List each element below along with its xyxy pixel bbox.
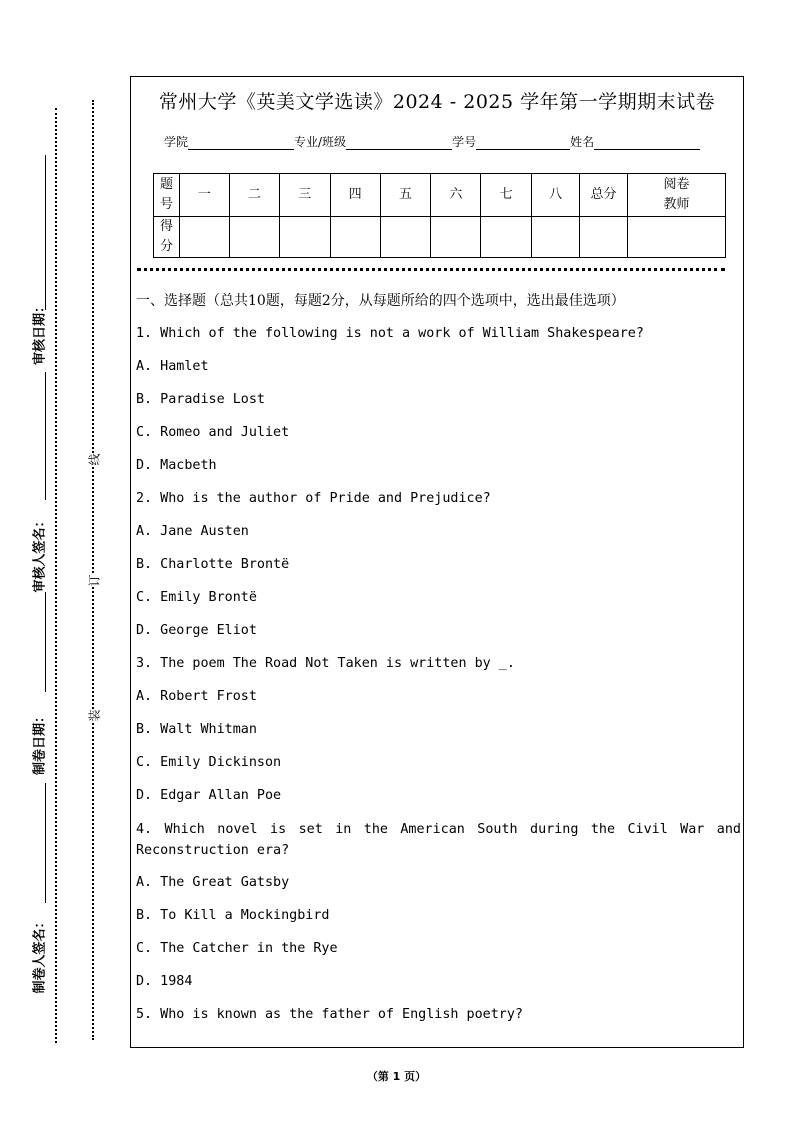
table-header-cell: 五 (380, 174, 431, 217)
option-item: C. Romeo and Juliet (136, 425, 290, 440)
cut-mark-line: 线 (87, 453, 102, 466)
question-content (136, 291, 741, 1038)
option-item: B. Walt Whitman (136, 722, 257, 737)
score-table-header-row (154, 174, 726, 217)
score-table-score-row (154, 217, 726, 258)
option-item: C. Emily Brontë (136, 590, 257, 605)
option-item: A. Robert Frost (136, 689, 257, 704)
prepare-date-label: 制卷日期： (32, 710, 48, 776)
preparer-signature-label: 制卷人签名： (32, 915, 48, 994)
option-item: A. The Great Gatsby (136, 875, 290, 890)
student-id-label: 学号 (452, 135, 477, 149)
table-header-cell: 三 (279, 174, 330, 217)
option-item: B. Charlotte Brontë (136, 557, 290, 572)
major-class-field[interactable] (346, 137, 452, 150)
question-text: 2. Who is the author of Pride and Prejudice? (136, 491, 491, 506)
question-text: 4. Which novel is set in the American South during the Civil War and Reconstruction era? (136, 822, 741, 858)
cut-mark-stitch: 装 (87, 709, 102, 722)
page-number: （第 1 页） (366, 1070, 427, 1083)
college-field[interactable] (188, 137, 294, 150)
option-item: D. Macbeth (136, 458, 217, 473)
dotted-separator (137, 268, 725, 271)
table-header-cell: 八 (532, 174, 580, 217)
table-header-cell: 四 (330, 174, 380, 217)
signature-line (45, 592, 46, 692)
name-field[interactable] (594, 137, 700, 150)
option-item: D. 1984 (136, 974, 193, 989)
option-item: B. Paradise Lost (136, 392, 265, 407)
score-cell[interactable] (580, 217, 628, 258)
question-text: 1. Which of the following is not a work of William Shakespeare? (136, 326, 644, 341)
table-header-cell: 题号 (154, 174, 180, 217)
binding-dotted-line (92, 100, 94, 1040)
score-cell[interactable] (330, 217, 380, 258)
score-row-label: 得分 (154, 217, 180, 258)
student-info-row (164, 133, 700, 150)
cut-mark-bind: 订 (87, 574, 102, 587)
score-cell[interactable] (229, 217, 279, 258)
option-item: A. Jane Austen (136, 524, 249, 539)
student-id-field[interactable] (476, 137, 570, 150)
table-header-cell: 二 (229, 174, 279, 217)
question-text: 5. Who is known as the father of English poetry? (136, 1007, 523, 1022)
table-header-cell: 总分 (580, 174, 628, 217)
signature-line (45, 155, 46, 310)
score-cell[interactable] (628, 217, 726, 258)
score-cell[interactable] (380, 217, 431, 258)
section-heading: 一、选择题（总共10题，每题2分，从每题所给的四个选项中，选出最佳选项） (136, 293, 625, 309)
option-item: A. Hamlet (136, 359, 209, 374)
score-cell[interactable] (532, 217, 580, 258)
option-item: D. Edgar Allan Poe (136, 788, 282, 803)
major-class-label: 专业/班级 (294, 135, 347, 149)
option-item: C. Emily Dickinson (136, 755, 282, 770)
table-header-cell: 阅卷教师 (628, 174, 726, 217)
signature-line (45, 783, 46, 903)
binding-dotted-line (55, 108, 57, 1043)
college-label: 学院 (164, 135, 189, 149)
score-cell[interactable] (481, 217, 532, 258)
score-table (153, 173, 726, 258)
option-item: D. George Eliot (136, 623, 257, 638)
table-header-cell: 七 (481, 174, 532, 217)
exam-title: 常州大学《英美文学选读》2024 - 2025 学年第一学期期末试卷 (158, 91, 716, 113)
reviewer-signature-label: 审核人签名： (32, 514, 48, 593)
option-item: B. To Kill a Mockingbird (136, 908, 330, 923)
score-cell[interactable] (279, 217, 330, 258)
table-header-cell: 六 (431, 174, 481, 217)
signature-line (45, 372, 46, 500)
score-cell[interactable] (179, 217, 229, 258)
question-text: 3. The poem The Road Not Taken is written by _. (136, 656, 515, 671)
name-label: 姓名 (570, 135, 595, 149)
score-cell[interactable] (431, 217, 481, 258)
table-header-cell: 一 (179, 174, 229, 217)
review-date-label: 审核日期： (32, 300, 48, 366)
exam-frame (130, 76, 744, 1048)
option-item: C. The Catcher in the Rye (136, 941, 338, 956)
